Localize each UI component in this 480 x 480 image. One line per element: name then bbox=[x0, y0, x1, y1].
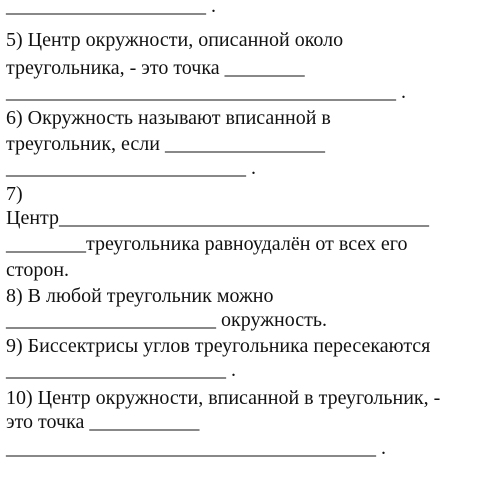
question-10-line-2: это точка ___________ bbox=[6, 411, 200, 433]
question-7-line-3: сторон. bbox=[6, 259, 70, 281]
question-7-number: 7) bbox=[6, 183, 23, 205]
answer-blank-line-4: ____________________ . bbox=[6, 0, 216, 17]
question-9-line-1: 9) Биссектрисы углов треугольника пересекаются bbox=[6, 335, 431, 357]
question-10-blank: _____________________________________ . bbox=[6, 437, 386, 459]
question-6-blank: ________________________ . bbox=[6, 157, 256, 179]
question-10-line-1: 10) Центр окружности, вписанной в треугольник, - bbox=[6, 387, 441, 409]
question-5-line-2: треугольника, - это точка ________ bbox=[6, 57, 305, 79]
question-9-blank: ______________________ . bbox=[6, 359, 236, 381]
question-5-blank: _______________________________________ . bbox=[6, 81, 406, 103]
question-6-line-2: треугольник, если ________________ bbox=[6, 133, 325, 155]
question-6-line-1: 6) Окружность называют вписанной в bbox=[6, 107, 331, 129]
question-8-line-2: _____________________ окружность. bbox=[6, 309, 327, 331]
question-8-line-1: 8) В любой треугольник можно bbox=[6, 285, 274, 307]
question-5-line-1: 5) Центр окружности, описанной около bbox=[6, 29, 344, 51]
question-7-line-2: ________треугольника равноудалён от всех его bbox=[6, 233, 408, 255]
question-7-line-1: Центр_____________________________________ bbox=[6, 207, 430, 229]
